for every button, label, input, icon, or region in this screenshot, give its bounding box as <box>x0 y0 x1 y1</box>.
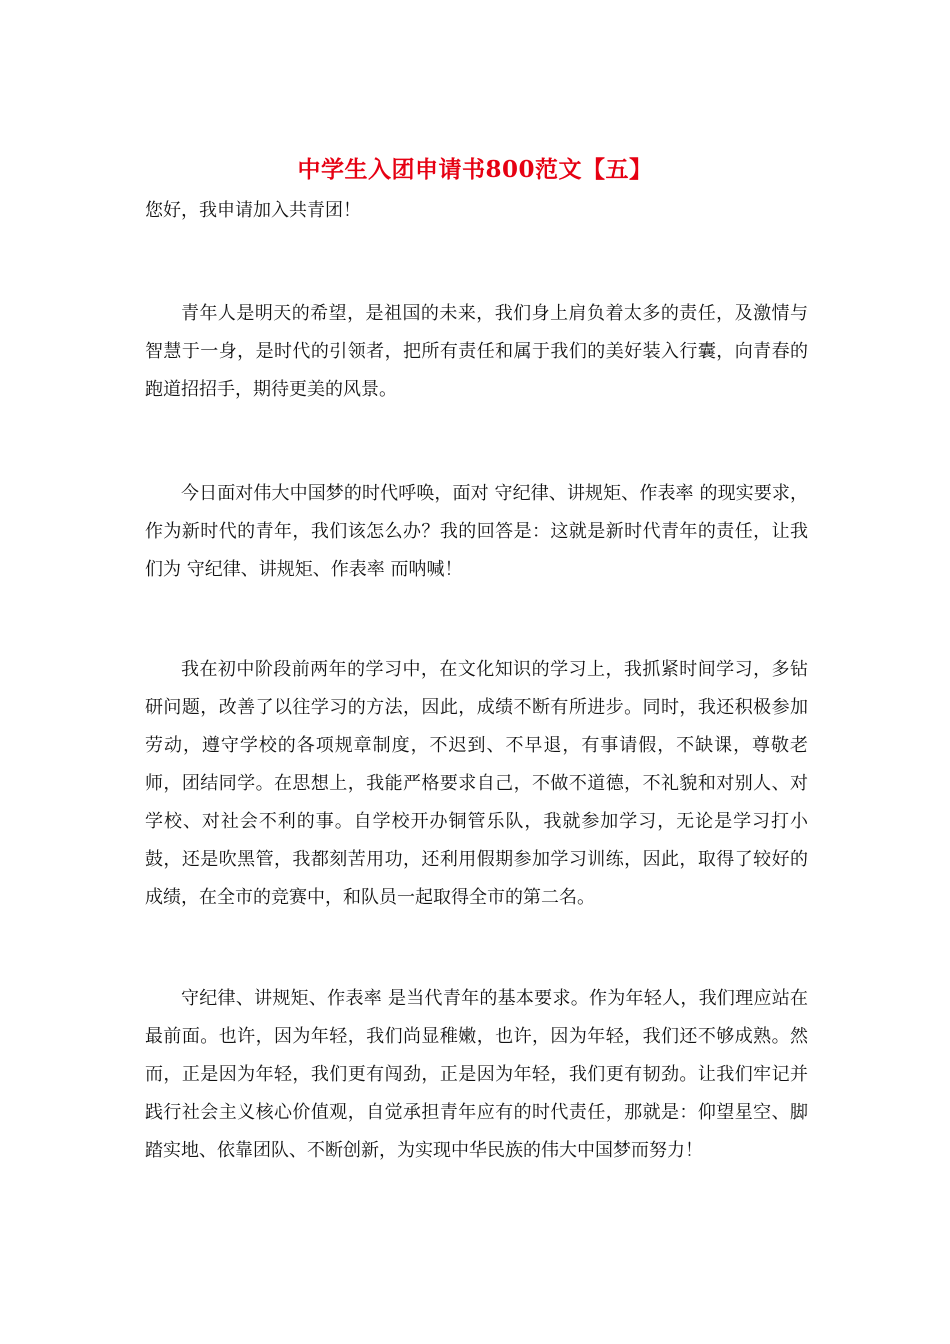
greeting-line: 您好，我申请加入共青团！ <box>145 200 361 221</box>
paragraph-1: 青年人是明天的希望，是祖国的未来，我们身上肩负着太多的责任，及激情与智慧于一身，是时代的引领者，把所有责任和属于我们的美好装入行囊，向青春的跑道招招手，期待更美的风景。 <box>145 303 808 400</box>
paragraph-3: 我在初中阶段前两年的学习中，在文化知识的学习上，我抓紧时间学习，多钻研问题，改善了以往学习的方法，因此，成绩不断有所进步。同时，我还积极参加劳动，遵守学校的各项规章制度，不迟到、不早退，有事请假，不缺课，尊敬老师，团结同学。在思想上，我能严格要求自己，不做不道德，不礼貌和对别人、对学校、对社会不利的事。自学校开办铜管乐队，我就参加学习，无论是学习打小鼓，还是吹黑管，我都刻苦用功，还利用假期参加学习训练，因此，取得了较好的成绩，在全市的竞赛中，和队员一起取得全市的第二名。 <box>145 659 808 908</box>
document-title: 中学生入团申请书800范文【五】 <box>297 156 653 183</box>
paragraph-2: 今日面对伟大中国梦的时代呼唤，面对 守纪律、讲规矩、作表率 的现实要求，作为新时代的青年，我们该怎么办？我的回答是：这就是新时代青年的责任，让我们为 守纪律、讲规矩、作表率 而呐喊！ <box>145 483 808 580</box>
paragraph-4: 守纪律、讲规矩、作表率 是当代青年的基本要求。作为年轻人，我们理应站在最前面。也许，因为年轻，我们尚显稚嫩，也许，因为年轻，我们还不够成熟。然而，正是因为年轻，我们更有闯劲，正是因为年轻，我们更有韧劲。让我们牢记并践行社会主义核心价值观，自觉承担青年应有的时代责任，那就是：仰望星空、脚踏实地、依靠团队、不断创新，为实现中华民族的伟大中国梦而努力！ <box>145 988 808 1161</box>
